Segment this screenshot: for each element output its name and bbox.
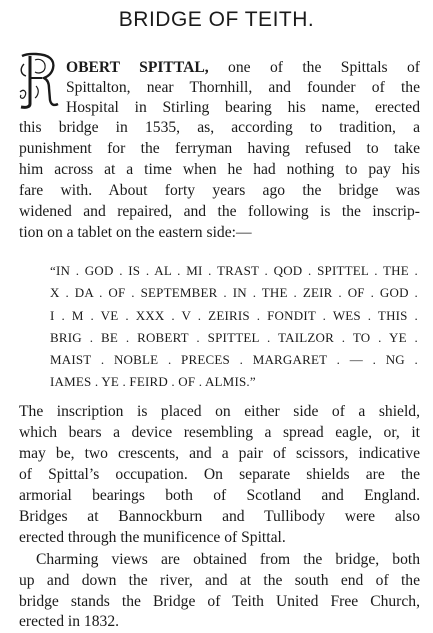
para3-line3: bridge stands the Bridge of Teith United Free Church, bbox=[19, 593, 420, 610]
inscription-line-4: BRIG . BE . ROBERT . SPITTEL . TAILZOR . TO . YE . bbox=[50, 330, 418, 345]
para1-line7: fare with. About forty years ago the bridge was bbox=[19, 182, 420, 199]
drop-cap-ornament bbox=[18, 52, 60, 110]
para1-line8: widened and repaired, and the following is the inscrip- bbox=[19, 203, 420, 220]
para2-line6: Bridges at Bannockburn and Tullibody were also bbox=[19, 508, 420, 525]
inscription-line-3: I . M . VE . XXX . V . ZEIRIS . FONDIT . WES . THIS . bbox=[50, 308, 418, 323]
para2-line7: erected through the munificence of Spittal. bbox=[19, 529, 286, 546]
inscription-line-2: X . DA . OF . SEPTEMBER . IN . THE . ZEIR . OF . GOD . bbox=[50, 285, 418, 300]
para1-line1-rest: one of the Spittals of bbox=[228, 59, 420, 76]
para1-line9: tion on a tablet on the eastern side:— bbox=[19, 224, 252, 241]
para1-line1 bbox=[66, 58, 420, 78]
para1-line4: this bridge in 1535, as, according to tradition, a bbox=[19, 119, 420, 136]
para2-line3: may be, two crescents, and a pair of scissors, indicative bbox=[19, 445, 420, 462]
para1-line6: him across at a time when he had nothing to pay his bbox=[19, 161, 420, 178]
inscription-line-1: “IN . GOD . IS . AL . MI . TRAST . QOD . SPITTEL . THE . bbox=[50, 263, 418, 278]
para1-line2: Spittalton, near Thornhill, and founder of the bbox=[66, 79, 420, 96]
para2-line4: of Spittal’s occupation. On separate shields are the bbox=[19, 466, 420, 483]
para2-line1: The inscription is placed on either side of a shield, bbox=[19, 403, 420, 420]
para1-line3: Hospital in Stirling bearing his name, erected bbox=[66, 99, 420, 116]
para3-line1: Charming views are obtained from the bridge, both bbox=[36, 551, 420, 568]
page-title: BRIDGE OF TEITH. bbox=[118, 8, 315, 31]
para3-line2: up and down the river, and at the south end of the bbox=[19, 572, 420, 589]
lead-caps: OBERT SPITTAL, bbox=[66, 59, 209, 76]
drop-cap-r-icon bbox=[18, 52, 60, 110]
inscription-line-6: IAMES . YE . FEIRD . OF . ALMIS.” bbox=[50, 374, 256, 389]
para2-line2: which bears a device resembling a spread eagle, or, it bbox=[19, 424, 420, 441]
para1-line5: punishment for the ferryman having refused to take bbox=[19, 140, 420, 157]
para3-line4: erected in 1832. bbox=[19, 613, 120, 630]
inscription-line-5: MAIST . NOBLE . PRECES . MARGARET . — . NG . bbox=[50, 352, 418, 367]
para2-line5: armorial bearings both of Scotland and England. bbox=[19, 487, 420, 504]
